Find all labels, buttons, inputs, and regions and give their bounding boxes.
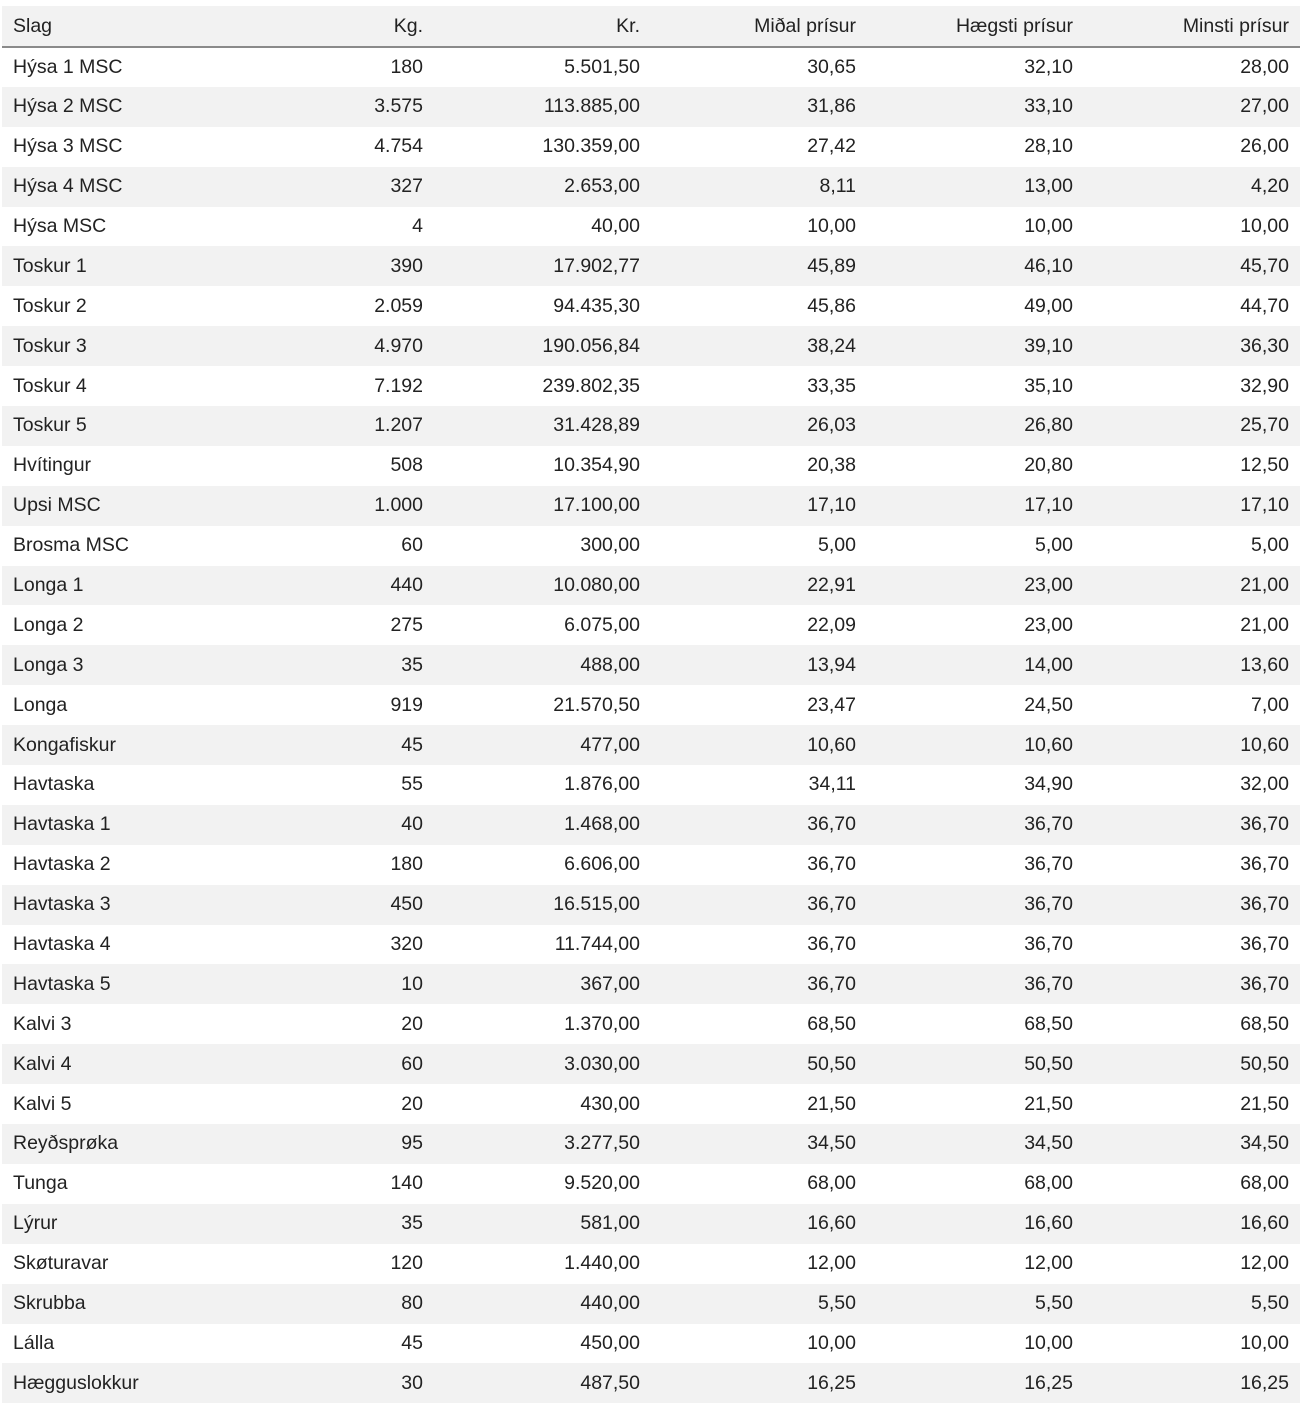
- cell-kg: 20: [401, 1012, 423, 1035]
- cell-kr: 581,00: [580, 1212, 640, 1235]
- cell-kg: 60: [401, 534, 423, 557]
- cell-kr: 190.056,84: [542, 334, 640, 357]
- table-row: [2, 1363, 1300, 1403]
- cell-species: Hýsa 3 MSC: [13, 135, 123, 158]
- cell-average-price: 21,50: [807, 1092, 856, 1115]
- column-header-species[interactable]: Slag: [2, 6, 218, 47]
- cell-kg: 275: [390, 613, 423, 636]
- table-row: [2, 566, 1300, 606]
- cell-kr: 488,00: [580, 653, 640, 676]
- cell-kg: 327: [390, 175, 423, 198]
- cell-kg: 4.970: [374, 334, 423, 357]
- cell-highest-price: 36,70: [1024, 933, 1073, 956]
- cell-average-price: 36,70: [807, 893, 856, 916]
- cell-highest-price: 35,10: [1024, 374, 1073, 397]
- cell-lowest-price: 5,00: [1251, 534, 1289, 557]
- cell-lowest-price: 16,60: [1240, 1212, 1289, 1235]
- cell-highest-price: 23,00: [1024, 574, 1073, 597]
- table-row: [2, 207, 1300, 247]
- cell-average-price: 23,47: [807, 693, 856, 716]
- cell-highest-price: 28,10: [1024, 135, 1073, 158]
- table-row: [2, 964, 1300, 1004]
- cell-average-price: 10,00: [807, 215, 856, 237]
- cell-average-price: 27,42: [807, 135, 856, 158]
- table-row: [2, 1084, 1300, 1124]
- cell-kr: 94.435,30: [553, 294, 640, 317]
- cell-lowest-price: 26,00: [1240, 135, 1289, 158]
- table-row: [2, 1324, 1300, 1364]
- cell-highest-price: 20,80: [1024, 454, 1073, 477]
- table-row: [2, 925, 1300, 965]
- cell-species: Kongafiskur: [13, 733, 116, 756]
- table-row: [2, 486, 1300, 526]
- cell-lowest-price: 12,00: [1240, 1252, 1289, 1275]
- cell-average-price: 34,11: [808, 773, 856, 796]
- table-row: [2, 1164, 1300, 1204]
- cell-highest-price: 13,00: [1024, 175, 1073, 198]
- cell-average-price: 12,00: [807, 1252, 856, 1275]
- cell-kg: 20: [401, 1092, 423, 1115]
- cell-kr: 17.902,77: [553, 254, 640, 277]
- cell-average-price: 10,00: [807, 1331, 856, 1354]
- cell-lowest-price: 12,50: [1240, 454, 1289, 477]
- cell-highest-price: 16,60: [1024, 1212, 1073, 1235]
- cell-kg: 3.575: [374, 95, 423, 118]
- cell-lowest-price: 16,25: [1240, 1371, 1289, 1394]
- cell-lowest-price: 36,70: [1240, 933, 1289, 956]
- table-row: [2, 1004, 1300, 1044]
- cell-highest-price: 32,10: [1024, 55, 1073, 78]
- cell-kg: 55: [401, 773, 423, 796]
- cell-highest-price: 49,00: [1024, 294, 1073, 317]
- cell-highest-price: 24,50: [1024, 693, 1073, 716]
- cell-species: Longa 2: [13, 613, 84, 636]
- cell-kg: 390: [390, 254, 423, 277]
- cell-lowest-price: 13,60: [1240, 653, 1289, 676]
- cell-species: Lýrur: [13, 1212, 58, 1235]
- table-row: [2, 1044, 1300, 1084]
- cell-lowest-price: 27,00: [1240, 95, 1289, 118]
- cell-species: Kalvi 3: [13, 1012, 72, 1035]
- cell-average-price: 50,50: [807, 1052, 856, 1075]
- cell-kr: 6.606,00: [564, 853, 640, 876]
- cell-kg: 140: [390, 1172, 423, 1195]
- cell-lowest-price: 10,00: [1240, 1331, 1289, 1354]
- cell-highest-price: 17,10: [1024, 494, 1073, 517]
- cell-highest-price: 46,10: [1024, 254, 1073, 277]
- cell-species: Toskur 3: [13, 334, 87, 357]
- cell-average-price: 36,70: [807, 813, 856, 836]
- cell-highest-price: 5,00: [1035, 534, 1073, 557]
- cell-kg: 35: [401, 1212, 423, 1235]
- cell-average-price: 10,60: [807, 733, 856, 756]
- cell-highest-price: 21,50: [1024, 1092, 1073, 1115]
- cell-kr: 21.570,50: [553, 693, 640, 716]
- column-header-kg[interactable]: Kg.: [218, 6, 434, 47]
- cell-kr: 130.359,00: [542, 135, 640, 158]
- cell-highest-price: 10,00: [1024, 1331, 1073, 1354]
- cell-kr: 31.428,89: [553, 414, 640, 437]
- cell-kg: 440: [390, 574, 423, 597]
- cell-highest-price: 16,25: [1024, 1371, 1073, 1394]
- cell-lowest-price: 68,50: [1240, 1012, 1289, 1035]
- cell-kr: 3.030,00: [564, 1052, 640, 1075]
- cell-species: Havtaska 1: [13, 813, 111, 836]
- cell-species: Tunga: [13, 1172, 68, 1195]
- cell-average-price: 36,70: [807, 853, 856, 876]
- cell-species: Havtaska: [13, 773, 95, 796]
- cell-lowest-price: 32,00: [1240, 773, 1289, 796]
- cell-kr: 2.653,00: [564, 175, 640, 198]
- table-row: [2, 127, 1300, 167]
- cell-highest-price: 12,00: [1024, 1252, 1073, 1275]
- cell-kg: 320: [390, 933, 423, 956]
- cell-species: Skrubba: [13, 1292, 86, 1315]
- cell-kr: 430,00: [580, 1092, 640, 1115]
- cell-lowest-price: 21,00: [1240, 613, 1289, 636]
- cell-highest-price: 26,80: [1024, 414, 1073, 437]
- cell-species: Havtaska 4: [13, 933, 111, 956]
- cell-average-price: 31,86: [807, 95, 856, 118]
- table-body: [2, 47, 1300, 1403]
- cell-lowest-price: 45,70: [1240, 254, 1289, 277]
- table-row: [2, 845, 1300, 885]
- cell-lowest-price: 28,00: [1240, 55, 1289, 78]
- table-row: [2, 526, 1300, 566]
- cell-kr: 10.354,90: [553, 454, 640, 477]
- cell-kr: 10.080,00: [553, 574, 640, 597]
- cell-kr: 1.440,00: [564, 1252, 640, 1275]
- cell-kg: 30: [401, 1371, 423, 1394]
- cell-lowest-price: 21,00: [1240, 574, 1289, 597]
- cell-kg: 1.000: [374, 494, 423, 517]
- cell-highest-price: 68,00: [1024, 1172, 1073, 1195]
- cell-lowest-price: 7,00: [1251, 693, 1289, 716]
- cell-highest-price: 10,60: [1024, 733, 1073, 756]
- column-header-average-price[interactable]: Miðal prísur: [651, 6, 867, 47]
- cell-lowest-price: 36,70: [1240, 972, 1289, 995]
- table-row: [2, 167, 1300, 207]
- cell-kr: 6.075,00: [564, 613, 640, 636]
- cell-kr: 487,50: [580, 1371, 640, 1394]
- cell-lowest-price: 25,70: [1240, 414, 1289, 437]
- cell-lowest-price: 17,10: [1240, 494, 1289, 517]
- cell-species: Hýsa 4 MSC: [13, 175, 123, 198]
- cell-kg: 180: [390, 55, 423, 78]
- cell-average-price: 33,35: [807, 374, 856, 397]
- cell-lowest-price: 10,60: [1240, 733, 1289, 756]
- cell-species: Skøturavar: [13, 1252, 109, 1275]
- table-row: [2, 406, 1300, 446]
- cell-average-price: 5,00: [818, 534, 856, 557]
- cell-lowest-price: 34,50: [1240, 1132, 1289, 1155]
- cell-species: Reyðsprøka: [13, 1132, 119, 1155]
- cell-lowest-price: 36,70: [1240, 853, 1289, 876]
- table-row: [2, 1244, 1300, 1284]
- cell-species: Kalvi 4: [13, 1052, 72, 1075]
- cell-average-price: 17,10: [807, 494, 856, 517]
- cell-highest-price: 50,50: [1024, 1052, 1073, 1075]
- cell-kg: 2.059: [374, 294, 423, 317]
- cell-species: Hýsa 1 MSC: [13, 55, 123, 78]
- cell-lowest-price: 4,20: [1251, 175, 1289, 198]
- column-header-lowest-price[interactable]: Minsti prísur: [1084, 6, 1300, 47]
- cell-kg: 180: [390, 853, 423, 876]
- table-row: [2, 47, 1300, 87]
- cell-average-price: 22,91: [807, 574, 856, 597]
- table-row: [2, 645, 1300, 685]
- fish-price-table: [2, 6, 1300, 1403]
- cell-kr: 239.802,35: [542, 374, 640, 397]
- cell-species: Longa: [13, 693, 68, 716]
- cell-lowest-price: 36,70: [1240, 813, 1289, 836]
- cell-kr: 440,00: [580, 1292, 640, 1315]
- cell-lowest-price: 5,50: [1251, 1292, 1289, 1315]
- cell-highest-price: 5,50: [1035, 1292, 1073, 1315]
- table-row: [2, 605, 1300, 645]
- cell-kg: 7.192: [374, 374, 423, 397]
- cell-kr: 9.520,00: [564, 1172, 640, 1195]
- cell-average-price: 16,60: [807, 1212, 856, 1235]
- column-header-highest-price[interactable]: Hægsti prísur: [867, 6, 1084, 47]
- cell-kr: 11.744,00: [554, 933, 640, 956]
- cell-kr: 3.277,50: [564, 1132, 640, 1155]
- cell-kr: 1.876,00: [564, 773, 640, 796]
- cell-average-price: 68,00: [807, 1172, 856, 1195]
- cell-lowest-price: 68,00: [1240, 1172, 1289, 1195]
- cell-species: Longa 3: [13, 653, 84, 676]
- cell-average-price: 13,94: [807, 653, 856, 676]
- cell-kr: 1.468,00: [564, 813, 640, 836]
- table-row: [2, 1124, 1300, 1164]
- cell-lowest-price: 32,90: [1240, 374, 1289, 397]
- cell-species: Longa 1: [13, 574, 84, 597]
- cell-kg: 40: [401, 813, 423, 836]
- cell-highest-price: 36,70: [1024, 893, 1073, 916]
- cell-species: Toskur 2: [13, 294, 87, 317]
- cell-highest-price: 36,70: [1024, 972, 1073, 995]
- cell-kr: 113.885,00: [543, 95, 640, 118]
- table-row: [2, 685, 1300, 725]
- cell-average-price: 36,70: [807, 972, 856, 995]
- cell-average-price: 38,24: [807, 334, 856, 357]
- table-row: [2, 1204, 1300, 1244]
- column-header-kr[interactable]: Kr.: [434, 6, 651, 47]
- table-row: [2, 366, 1300, 406]
- cell-species: Lálla: [13, 1331, 55, 1354]
- table-header: [2, 6, 1300, 47]
- cell-lowest-price: 50,50: [1240, 1052, 1289, 1075]
- cell-species: Brosma MSC: [13, 534, 129, 557]
- table-row: [2, 1284, 1300, 1324]
- table-row: [2, 885, 1300, 925]
- cell-species: Hýsa MSC: [13, 215, 107, 237]
- price-table-container: [2, 6, 1300, 1403]
- cell-lowest-price: 36,30: [1240, 334, 1289, 357]
- cell-species: Kalvi 5: [13, 1092, 72, 1115]
- cell-highest-price: 10,00: [1024, 215, 1073, 237]
- cell-average-price: 45,89: [807, 254, 856, 277]
- header-row: [2, 6, 1300, 47]
- cell-highest-price: 68,50: [1024, 1012, 1073, 1035]
- cell-kg: 450: [390, 893, 423, 916]
- cell-kg: 120: [390, 1252, 423, 1275]
- cell-average-price: 5,50: [818, 1292, 856, 1315]
- cell-lowest-price: 44,70: [1240, 294, 1289, 317]
- cell-species: Toskur 5: [13, 414, 87, 437]
- cell-average-price: 26,03: [807, 414, 856, 437]
- cell-species: Upsi MSC: [13, 494, 101, 517]
- cell-average-price: 45,86: [807, 294, 856, 317]
- cell-lowest-price: 21,50: [1240, 1092, 1289, 1115]
- cell-species: Hvítingur: [13, 454, 92, 477]
- cell-kr: 477,00: [580, 733, 640, 756]
- cell-kr: 17.100,00: [553, 494, 640, 517]
- cell-species: Toskur 4: [13, 374, 87, 397]
- cell-kg: 4: [412, 215, 423, 237]
- cell-kg: 45: [401, 733, 423, 756]
- cell-kr: 300,00: [580, 534, 640, 557]
- cell-species: Hægguslokkur: [13, 1371, 139, 1394]
- cell-kg: 919: [390, 693, 423, 716]
- table-row: [2, 765, 1300, 805]
- cell-kg: 80: [401, 1292, 423, 1315]
- cell-kr: 1.370,00: [564, 1012, 640, 1035]
- cell-average-price: 68,50: [807, 1012, 856, 1035]
- cell-kr: 40,00: [591, 215, 640, 237]
- cell-average-price: 30,65: [807, 55, 856, 78]
- cell-kr: 16.515,00: [553, 893, 640, 916]
- cell-average-price: 16,25: [807, 1371, 856, 1394]
- cell-species: Havtaska 2: [13, 853, 111, 876]
- cell-highest-price: 36,70: [1024, 853, 1073, 876]
- table-row: [2, 87, 1300, 127]
- cell-highest-price: 39,10: [1024, 334, 1073, 357]
- cell-average-price: 20,38: [807, 454, 856, 477]
- cell-lowest-price: 36,70: [1240, 893, 1289, 916]
- cell-highest-price: 23,00: [1024, 613, 1073, 636]
- cell-kg: 95: [401, 1132, 423, 1155]
- cell-kg: 4.754: [374, 135, 423, 158]
- cell-species: Havtaska 5: [13, 972, 111, 995]
- cell-highest-price: 34,50: [1024, 1132, 1073, 1155]
- cell-kg: 60: [401, 1052, 423, 1075]
- cell-kr: 367,00: [580, 972, 640, 995]
- cell-average-price: 34,50: [807, 1132, 856, 1155]
- table-row: [2, 446, 1300, 486]
- cell-species: Havtaska 3: [13, 893, 111, 916]
- cell-average-price: 8,11: [819, 175, 856, 198]
- cell-average-price: 22,09: [807, 613, 856, 636]
- cell-kr: 5.501,50: [564, 55, 640, 78]
- table-row: [2, 725, 1300, 765]
- cell-kg: 508: [390, 454, 423, 477]
- cell-kg: 45: [401, 1331, 423, 1354]
- table-row: [2, 246, 1300, 286]
- cell-kg: 10: [401, 972, 423, 995]
- cell-highest-price: 36,70: [1024, 813, 1073, 836]
- cell-kg: 1.207: [374, 414, 423, 437]
- cell-kr: 450,00: [580, 1331, 640, 1354]
- cell-species: Hýsa 2 MSC: [13, 95, 123, 118]
- cell-highest-price: 34,90: [1024, 773, 1073, 796]
- table-row: [2, 286, 1300, 326]
- cell-average-price: 36,70: [807, 933, 856, 956]
- cell-highest-price: 33,10: [1024, 95, 1073, 118]
- table-row: [2, 805, 1300, 845]
- cell-lowest-price: 10,00: [1240, 215, 1289, 237]
- cell-highest-price: 14,00: [1024, 653, 1073, 676]
- cell-species: Toskur 1: [13, 254, 87, 277]
- cell-kg: 35: [401, 653, 423, 676]
- table-row: [2, 326, 1300, 366]
